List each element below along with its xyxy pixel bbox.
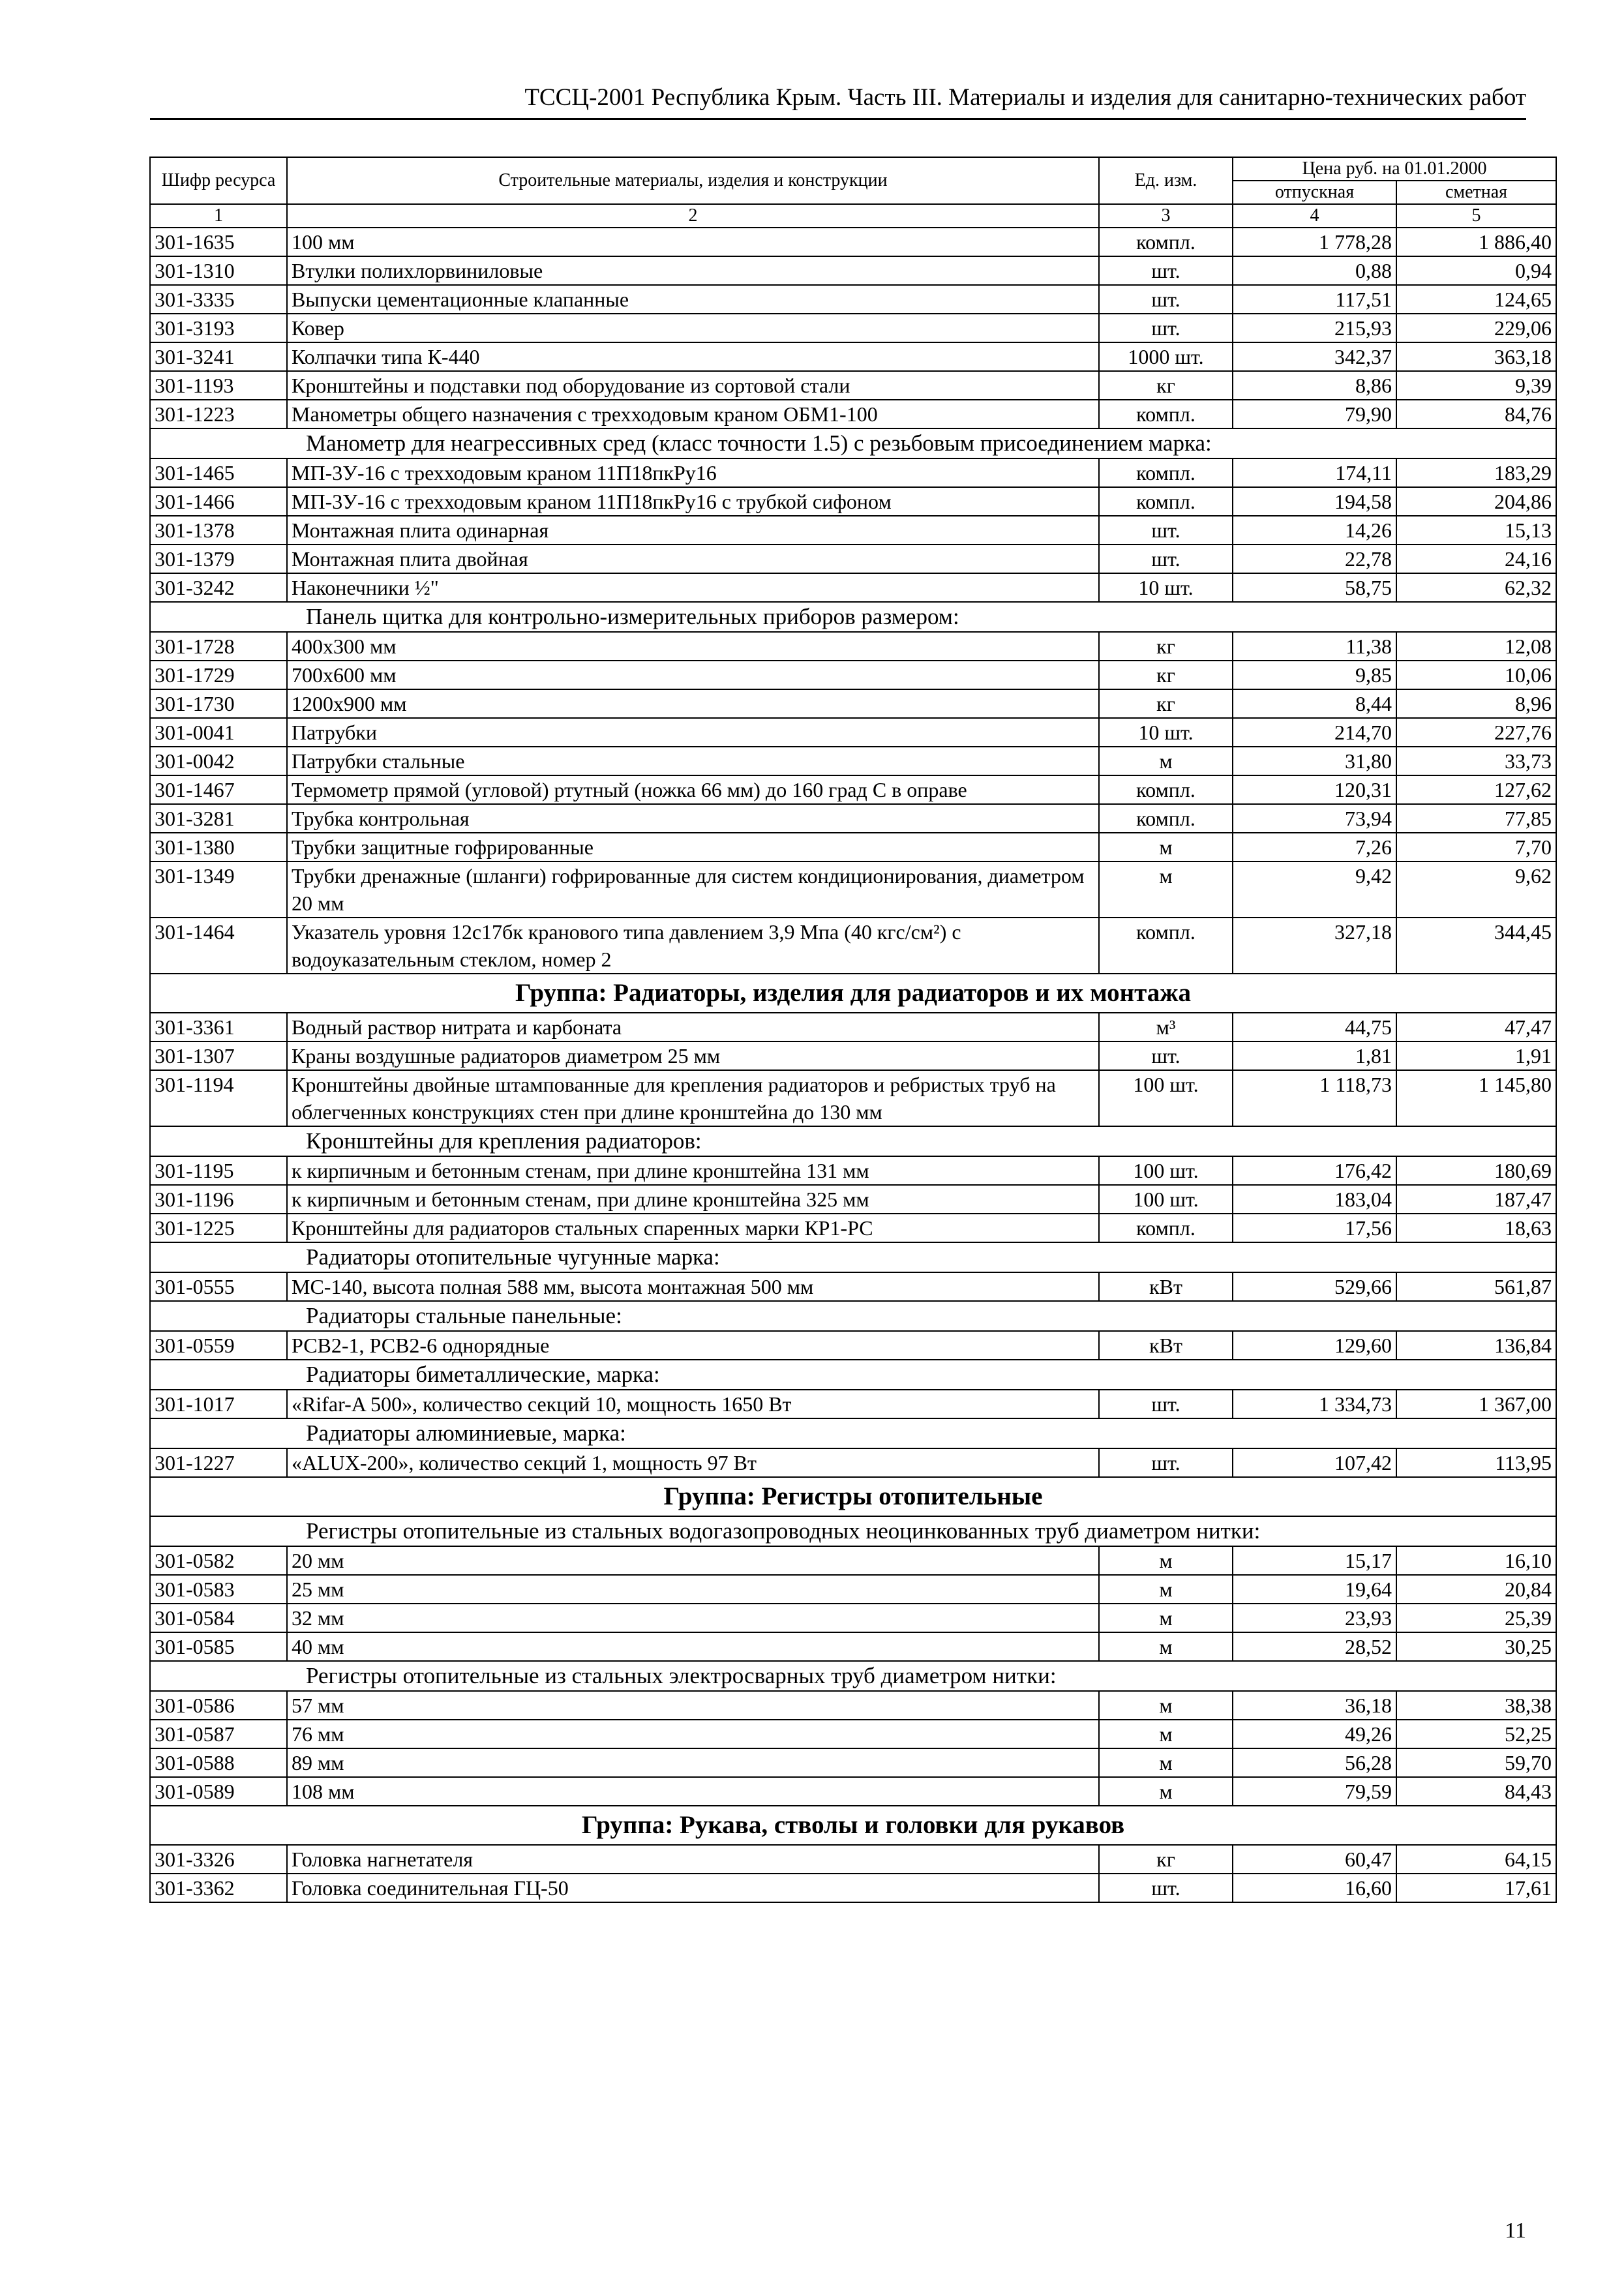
material-name: 89 мм — [287, 1748, 1099, 1777]
material-name: «Rifar-A 500», количество секций 10, мощность 1650 Вт — [287, 1390, 1099, 1418]
resource-code: 301-1378 — [150, 516, 287, 545]
subheading-row — [150, 1301, 1556, 1331]
table-row — [150, 1777, 1556, 1806]
release-price: 23,93 — [1233, 1604, 1396, 1632]
material-name: 700х600 мм — [287, 661, 1099, 689]
table-row — [150, 1748, 1556, 1777]
unit: кг — [1099, 371, 1233, 400]
unit: 100 шт. — [1099, 1070, 1233, 1126]
group-heading-row — [150, 1477, 1556, 1516]
table-row — [150, 775, 1556, 804]
unit: м — [1099, 833, 1233, 861]
estimate-price: 187,47 — [1396, 1185, 1556, 1214]
release-price: 19,64 — [1233, 1575, 1396, 1604]
estimate-price: 52,25 — [1396, 1720, 1556, 1748]
unit: 100 шт. — [1099, 1185, 1233, 1214]
release-price: 60,47 — [1233, 1845, 1396, 1874]
release-price: 1,81 — [1233, 1041, 1396, 1070]
subheading-row — [150, 1661, 1556, 1691]
table-row — [150, 689, 1556, 718]
unit: шт. — [1099, 545, 1233, 573]
header-price: Цена руб. на 01.01.2000 — [1233, 157, 1556, 181]
estimate-price: 1,91 — [1396, 1041, 1556, 1070]
estimate-price: 59,70 — [1396, 1748, 1556, 1777]
estimate-price: 344,45 — [1396, 918, 1556, 974]
material-name: Водный раствор нитрата и карбоната — [287, 1013, 1099, 1041]
material-name: Краны воздушные радиаторов диаметром 25 мм — [287, 1041, 1099, 1070]
subheading-row — [150, 1126, 1556, 1156]
resource-code: 301-1196 — [150, 1185, 287, 1214]
estimate-price: 136,84 — [1396, 1331, 1556, 1360]
table-row — [150, 747, 1556, 775]
table-header-row — [150, 157, 1556, 181]
release-price: 73,94 — [1233, 804, 1396, 833]
release-price: 9,85 — [1233, 661, 1396, 689]
material-name: 1200х900 мм — [287, 689, 1099, 718]
table-row — [150, 1156, 1556, 1185]
table-row — [150, 661, 1556, 689]
release-price: 7,26 — [1233, 833, 1396, 861]
unit: м — [1099, 1720, 1233, 1748]
unit: кг — [1099, 1845, 1233, 1874]
material-name: Трубки защитные гофрированные — [287, 833, 1099, 861]
table-row — [150, 1070, 1556, 1126]
resource-code: 301-3241 — [150, 342, 287, 371]
table-row — [150, 833, 1556, 861]
release-price: 120,31 — [1233, 775, 1396, 804]
estimate-price: 9,39 — [1396, 371, 1556, 400]
unit: компл. — [1099, 400, 1233, 428]
unit: шт. — [1099, 285, 1233, 314]
resource-code: 301-3335 — [150, 285, 287, 314]
estimate-price: 1 145,80 — [1396, 1070, 1556, 1126]
resource-code: 301-0588 — [150, 1748, 287, 1777]
material-name: Монтажная плита двойная — [287, 545, 1099, 573]
table-row — [150, 371, 1556, 400]
unit: кг — [1099, 632, 1233, 661]
material-name: 400х300 мм — [287, 632, 1099, 661]
material-name: Термометр прямой (угловой) ртутный (ножка 66 мм) до 160 град С в оправе — [287, 775, 1099, 804]
unit: шт. — [1099, 516, 1233, 545]
estimate-price: 15,13 — [1396, 516, 1556, 545]
unit: шт. — [1099, 1390, 1233, 1418]
material-name: Трубка контрольная — [287, 804, 1099, 833]
unit: 1000 шт. — [1099, 342, 1233, 371]
material-name: 100 мм — [287, 228, 1099, 256]
estimate-price: 24,16 — [1396, 545, 1556, 573]
table-row — [150, 804, 1556, 833]
table-row — [150, 1041, 1556, 1070]
group-heading-text: Группа: Рукава, стволы и головки для рукавов — [150, 1806, 1556, 1845]
resource-code: 301-1349 — [150, 861, 287, 918]
unit: компл. — [1099, 775, 1233, 804]
estimate-price: 12,08 — [1396, 632, 1556, 661]
unit: компл. — [1099, 804, 1233, 833]
column-number: 1 — [150, 204, 287, 228]
release-price: 11,38 — [1233, 632, 1396, 661]
resource-code: 301-1195 — [150, 1156, 287, 1185]
estimate-price: 113,95 — [1396, 1448, 1556, 1477]
column-number: 2 — [287, 204, 1099, 228]
resource-code: 301-0041 — [150, 718, 287, 747]
subheading-text: Панель щитка для контрольно-измерительных приборов размером: — [150, 602, 1556, 632]
release-price: 56,28 — [1233, 1748, 1396, 1777]
unit: 10 шт. — [1099, 718, 1233, 747]
release-price: 16,60 — [1233, 1874, 1396, 1902]
unit: кг — [1099, 661, 1233, 689]
subheading-row — [150, 1242, 1556, 1272]
resource-code: 301-0586 — [150, 1691, 287, 1720]
column-number: 3 — [1099, 204, 1233, 228]
unit: компл. — [1099, 1214, 1233, 1242]
release-price: 36,18 — [1233, 1691, 1396, 1720]
resource-code: 301-1310 — [150, 256, 287, 285]
estimate-price: 77,85 — [1396, 804, 1556, 833]
material-name: Патрубки — [287, 718, 1099, 747]
estimate-price: 1 886,40 — [1396, 228, 1556, 256]
estimate-price: 16,10 — [1396, 1546, 1556, 1575]
resource-code: 301-1017 — [150, 1390, 287, 1418]
release-price: 28,52 — [1233, 1632, 1396, 1661]
table-row — [150, 573, 1556, 602]
estimate-price: 38,38 — [1396, 1691, 1556, 1720]
resource-code: 301-1193 — [150, 371, 287, 400]
material-name: 25 мм — [287, 1575, 1099, 1604]
release-price: 31,80 — [1233, 747, 1396, 775]
unit: компл. — [1099, 458, 1233, 487]
unit: м — [1099, 1632, 1233, 1661]
header-unit: Ед. изм. — [1099, 157, 1233, 204]
table-row — [150, 1845, 1556, 1874]
column-number-row — [150, 204, 1556, 228]
resource-code: 301-0589 — [150, 1777, 287, 1806]
release-price: 1 118,73 — [1233, 1070, 1396, 1126]
table-row — [150, 1874, 1556, 1902]
release-price: 8,86 — [1233, 371, 1396, 400]
estimate-price: 47,47 — [1396, 1013, 1556, 1041]
resource-code: 301-1635 — [150, 228, 287, 256]
resource-code: 301-1225 — [150, 1214, 287, 1242]
unit: м — [1099, 1777, 1233, 1806]
release-price: 194,58 — [1233, 487, 1396, 516]
release-price: 215,93 — [1233, 314, 1396, 342]
table-row — [150, 342, 1556, 371]
subheading-text: Радиаторы биметаллические, марка: — [150, 1360, 1556, 1390]
unit: м³ — [1099, 1013, 1233, 1041]
unit: шт. — [1099, 1448, 1233, 1477]
subheading-row — [150, 602, 1556, 632]
table-row — [150, 545, 1556, 573]
table-row — [150, 718, 1556, 747]
table-row — [150, 314, 1556, 342]
resource-code: 301-1467 — [150, 775, 287, 804]
table-row — [150, 1691, 1556, 1720]
release-price: 9,42 — [1233, 861, 1396, 918]
resource-code: 301-1729 — [150, 661, 287, 689]
material-name: Патрубки стальные — [287, 747, 1099, 775]
page-header-title: ТССЦ-2001 Республика Крым. Часть III. Материалы и изделия для санитарно-технических работ — [524, 84, 1526, 111]
material-name: РСВ2-1, РСВ2-6 однорядные — [287, 1331, 1099, 1360]
table-row — [150, 1632, 1556, 1661]
unit: шт. — [1099, 256, 1233, 285]
page-number: 11 — [1505, 2219, 1526, 2243]
subheading-text: Радиаторы отопительные чугунные марка: — [150, 1242, 1556, 1272]
subheading-text: Регистры отопительные из стальных электросварных труб диаметром нитки: — [150, 1661, 1556, 1691]
subheading-text: Радиаторы алюминиевые, марка: — [150, 1418, 1556, 1448]
release-price: 129,60 — [1233, 1331, 1396, 1360]
resource-code: 301-3281 — [150, 804, 287, 833]
table-row — [150, 516, 1556, 545]
resource-code: 301-1380 — [150, 833, 287, 861]
unit: м — [1099, 1691, 1233, 1720]
resource-code: 301-1466 — [150, 487, 287, 516]
subheading-row — [150, 428, 1556, 458]
subheading-row — [150, 1418, 1556, 1448]
resource-code: 301-0559 — [150, 1331, 287, 1360]
material-name: 32 мм — [287, 1604, 1099, 1632]
estimate-price: 17,61 — [1396, 1874, 1556, 1902]
material-name: к кирпичным и бетонным стенам, при длине кронштейна 131 мм — [287, 1156, 1099, 1185]
subheading-text: Радиаторы стальные панельные: — [150, 1301, 1556, 1331]
unit: компл. — [1099, 918, 1233, 974]
material-name: Манометры общего назначения с трехходовым краном ОБМ1-100 — [287, 400, 1099, 428]
resource-code: 301-1379 — [150, 545, 287, 573]
resource-code: 301-0585 — [150, 1632, 287, 1661]
release-price: 49,26 — [1233, 1720, 1396, 1748]
estimate-price: 127,62 — [1396, 775, 1556, 804]
unit: шт. — [1099, 314, 1233, 342]
table-row — [150, 1013, 1556, 1041]
material-name: 108 мм — [287, 1777, 1099, 1806]
release-price: 342,37 — [1233, 342, 1396, 371]
estimate-price: 1 367,00 — [1396, 1390, 1556, 1418]
material-name: Наконечники ½" — [287, 573, 1099, 602]
table-row — [150, 1604, 1556, 1632]
price-table — [149, 157, 1557, 1903]
resource-code: 301-1194 — [150, 1070, 287, 1126]
unit: м — [1099, 747, 1233, 775]
estimate-price: 9,62 — [1396, 861, 1556, 918]
group-heading-row — [150, 1806, 1556, 1845]
resource-code: 301-0582 — [150, 1546, 287, 1575]
subheading-row — [150, 1360, 1556, 1390]
table-row — [150, 256, 1556, 285]
material-name: «ALUX-200», количество секций 1, мощность 97 Вт — [287, 1448, 1099, 1477]
unit: шт. — [1099, 1041, 1233, 1070]
resource-code: 301-0042 — [150, 747, 287, 775]
header-name: Строительные материалы, изделия и конструкции — [287, 157, 1099, 204]
resource-code: 301-3361 — [150, 1013, 287, 1041]
estimate-price: 33,73 — [1396, 747, 1556, 775]
release-price: 14,26 — [1233, 516, 1396, 545]
resource-code: 301-3242 — [150, 573, 287, 602]
material-name: Кронштейны для радиаторов стальных спаренных марки КР1-РС — [287, 1214, 1099, 1242]
unit: 100 шт. — [1099, 1156, 1233, 1185]
header-estimate-price: сметная — [1396, 181, 1556, 204]
estimate-price: 18,63 — [1396, 1214, 1556, 1242]
resource-code: 301-0587 — [150, 1720, 287, 1748]
resource-code: 301-1307 — [150, 1041, 287, 1070]
unit: кВт — [1099, 1272, 1233, 1301]
estimate-price: 84,43 — [1396, 1777, 1556, 1806]
material-name: Кронштейны двойные штампованные для крепления радиаторов и ребристых труб на облегченных конструкциях стен при длине кронштейна до 130 мм — [287, 1070, 1099, 1126]
release-price: 8,44 — [1233, 689, 1396, 718]
table-row — [150, 1575, 1556, 1604]
release-price: 58,75 — [1233, 573, 1396, 602]
release-price: 1 334,73 — [1233, 1390, 1396, 1418]
estimate-price: 25,39 — [1396, 1604, 1556, 1632]
material-name: Трубки дренажные (шланги) гофрированные для систем кондиционирования, диаметром 20 мм — [287, 861, 1099, 918]
unit: м — [1099, 861, 1233, 918]
column-number: 5 — [1396, 204, 1556, 228]
table-row — [150, 228, 1556, 256]
table-row — [150, 1546, 1556, 1575]
header-code: Шифр ресурса — [150, 157, 287, 204]
estimate-price: 363,18 — [1396, 342, 1556, 371]
table-row — [150, 1272, 1556, 1301]
release-price: 79,59 — [1233, 1777, 1396, 1806]
table-row — [150, 1448, 1556, 1477]
header-release-price: отпускная — [1233, 181, 1396, 204]
release-price: 15,17 — [1233, 1546, 1396, 1575]
material-name: Втулки полихлорвиниловые — [287, 256, 1099, 285]
resource-code: 301-1730 — [150, 689, 287, 718]
estimate-price: 227,76 — [1396, 718, 1556, 747]
material-name: МС-140, высота полная 588 мм, высота монтажная 500 мм — [287, 1272, 1099, 1301]
estimate-price: 183,29 — [1396, 458, 1556, 487]
subheading-row — [150, 1516, 1556, 1546]
resource-code: 301-3193 — [150, 314, 287, 342]
material-name: 57 мм — [287, 1691, 1099, 1720]
unit: компл. — [1099, 228, 1233, 256]
estimate-price: 124,65 — [1396, 285, 1556, 314]
table-row — [150, 487, 1556, 516]
table-row — [150, 1214, 1556, 1242]
table-row — [150, 458, 1556, 487]
unit: 10 шт. — [1099, 573, 1233, 602]
resource-code: 301-3326 — [150, 1845, 287, 1874]
resource-code: 301-0583 — [150, 1575, 287, 1604]
resource-code: 301-1464 — [150, 918, 287, 974]
table-row — [150, 1185, 1556, 1214]
estimate-price: 30,25 — [1396, 1632, 1556, 1661]
resource-code: 301-3362 — [150, 1874, 287, 1902]
estimate-price: 229,06 — [1396, 314, 1556, 342]
column-number: 4 — [1233, 204, 1396, 228]
table-row — [150, 400, 1556, 428]
unit: м — [1099, 1575, 1233, 1604]
release-price: 183,04 — [1233, 1185, 1396, 1214]
resource-code: 301-1227 — [150, 1448, 287, 1477]
release-price: 44,75 — [1233, 1013, 1396, 1041]
estimate-price: 64,15 — [1396, 1845, 1556, 1874]
release-price: 22,78 — [1233, 545, 1396, 573]
material-name: Головка соединительная ГЦ-50 — [287, 1874, 1099, 1902]
resource-code: 301-1223 — [150, 400, 287, 428]
group-heading-text: Группа: Радиаторы, изделия для радиаторов и их монтажа — [150, 974, 1556, 1013]
estimate-price: 8,96 — [1396, 689, 1556, 718]
table-row — [150, 1390, 1556, 1418]
unit: компл. — [1099, 487, 1233, 516]
group-heading-row — [150, 974, 1556, 1013]
release-price: 176,42 — [1233, 1156, 1396, 1185]
estimate-price: 561,87 — [1396, 1272, 1556, 1301]
resource-code: 301-1465 — [150, 458, 287, 487]
unit: кВт — [1099, 1331, 1233, 1360]
release-price: 107,42 — [1233, 1448, 1396, 1477]
table-row — [150, 918, 1556, 974]
unit: м — [1099, 1604, 1233, 1632]
header-divider — [150, 118, 1526, 120]
table-row — [150, 285, 1556, 314]
unit: м — [1099, 1748, 1233, 1777]
material-name: 76 мм — [287, 1720, 1099, 1748]
release-price: 174,11 — [1233, 458, 1396, 487]
estimate-price: 180,69 — [1396, 1156, 1556, 1185]
resource-code: 301-0584 — [150, 1604, 287, 1632]
estimate-price: 204,86 — [1396, 487, 1556, 516]
estimate-price: 20,84 — [1396, 1575, 1556, 1604]
material-name: к кирпичным и бетонным стенам, при длине кронштейна 325 мм — [287, 1185, 1099, 1214]
estimate-price: 7,70 — [1396, 833, 1556, 861]
material-name: 40 мм — [287, 1632, 1099, 1661]
table-row — [150, 1720, 1556, 1748]
subheading-text: Регистры отопительные из стальных водогазопроводных неоцинкованных труб диаметром нитки: — [150, 1516, 1556, 1546]
subheading-text: Манометр для неагрессивных сред (класс точности 1.5) с резьбовым присоединением марка: — [150, 428, 1556, 458]
unit: м — [1099, 1546, 1233, 1575]
price-table-body — [150, 157, 1556, 1902]
subheading-text: Кронштейны для крепления радиаторов: — [150, 1126, 1556, 1156]
material-name: Ковер — [287, 314, 1099, 342]
estimate-price: 0,94 — [1396, 256, 1556, 285]
material-name: МП-3У-16 с трехходовым краном 11П18пкРу16 с трубкой сифоном — [287, 487, 1099, 516]
release-price: 0,88 — [1233, 256, 1396, 285]
table-row — [150, 861, 1556, 918]
release-price: 17,56 — [1233, 1214, 1396, 1242]
release-price: 529,66 — [1233, 1272, 1396, 1301]
release-price: 1 778,28 — [1233, 228, 1396, 256]
release-price: 327,18 — [1233, 918, 1396, 974]
estimate-price: 84,76 — [1396, 400, 1556, 428]
material-name: Кронштейны и подставки под оборудование из сортовой стали — [287, 371, 1099, 400]
table-row — [150, 1331, 1556, 1360]
material-name: 20 мм — [287, 1546, 1099, 1575]
estimate-price: 10,06 — [1396, 661, 1556, 689]
release-price: 117,51 — [1233, 285, 1396, 314]
release-price: 79,90 — [1233, 400, 1396, 428]
estimate-price: 62,32 — [1396, 573, 1556, 602]
release-price: 214,70 — [1233, 718, 1396, 747]
material-name: Колпачки типа К-440 — [287, 342, 1099, 371]
material-name: МП-3У-16 с трехходовым краном 11П18пкРу16 — [287, 458, 1099, 487]
material-name: Монтажная плита одинарная — [287, 516, 1099, 545]
material-name: Указатель уровня 12с17бк кранового типа давлением 3,9 Мпа (40 кгс/см²) с водоуказательным стеклом, номер 2 — [287, 918, 1099, 974]
resource-code: 301-1728 — [150, 632, 287, 661]
group-heading-text: Группа: Регистры отопительные — [150, 1477, 1556, 1516]
unit: шт. — [1099, 1874, 1233, 1902]
table-row — [150, 632, 1556, 661]
material-name: Выпуски цементационные клапанные — [287, 285, 1099, 314]
resource-code: 301-0555 — [150, 1272, 287, 1301]
unit: кг — [1099, 689, 1233, 718]
material-name: Головка нагнетателя — [287, 1845, 1099, 1874]
